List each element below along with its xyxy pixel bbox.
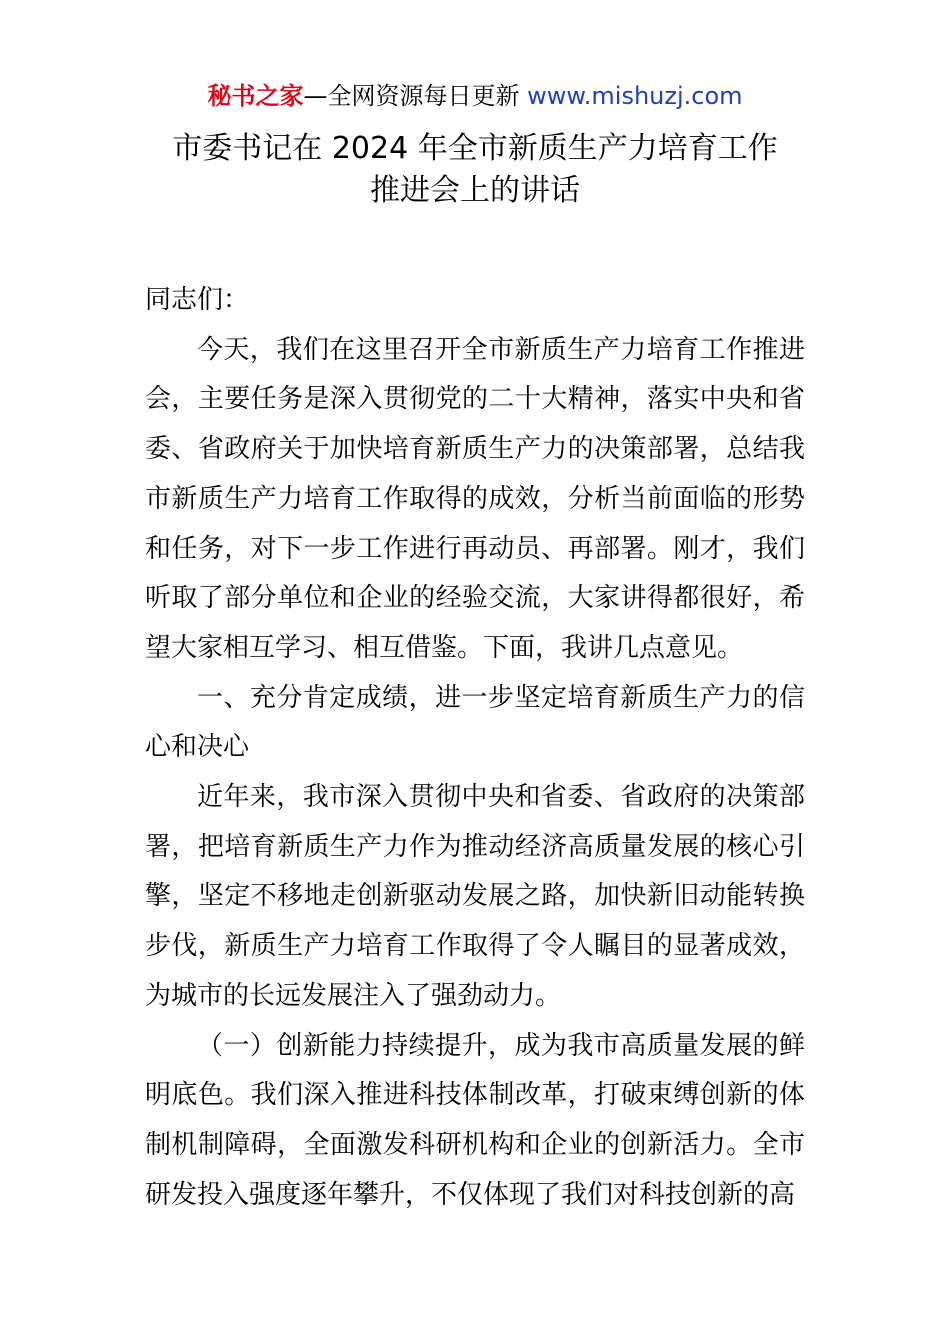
paragraph-achievements: 近年来，我市深入贯彻中央和省委、省政府的决策部署，把培育新质生产力作为推动经济高质量发展的核心引擎，坚定不移地走创新驱动发展之路，加快新旧动能转换步伐，新质生产力培育工作取得了令人瞩目的显著成效，为城市的长远发展注入了强劲动力。 (145, 782, 805, 1011)
document-title (0, 128, 950, 212)
title-line-1: 市委书记在 2024 年全市新质生产力培育工作 (172, 131, 778, 166)
site-header (0, 80, 950, 112)
paragraph-intro: 今天，我们在这里召开全市新质生产力培育工作推进会，主要任务是深入贯彻党的二十大精神，落实中央和省委、省政府关于加快培育新质生产力的决策部署，总结我市新质生产力培育工作取得的成效，分析当前面临的形势和任务，对下一步工作进行再动员、再部署。刚才，我们听取了部分单位和企业的经验交流，大家讲得都很好，希望大家相互学习、相互借鉴。下面，我讲几点意见。 (145, 334, 805, 663)
header-tagline: —全网资源每日更新 (303, 82, 528, 110)
document-body (145, 276, 805, 1220)
site-url-link[interactable]: www.mishuzj.com (527, 82, 743, 110)
section-heading-1: 一、充分肯定成绩，进一步坚定培育新质生产力的信心和决心 (145, 682, 805, 763)
paragraph-innovation: （一）创新能力持续提升，成为我市高质量发展的鲜明底色。我们深入推进科技体制改革，打破束缚创新的体制机制障碍，全面激发科研机构和企业的创新活力。全市研发投入强度逐年攀升，不仅体现了我们对科技创新的高 (145, 1030, 805, 1210)
salutation: 同志们： (145, 285, 250, 315)
title-line-2: 推进会上的讲话 (370, 173, 580, 208)
brand-name: 秘书之家 (207, 82, 304, 110)
